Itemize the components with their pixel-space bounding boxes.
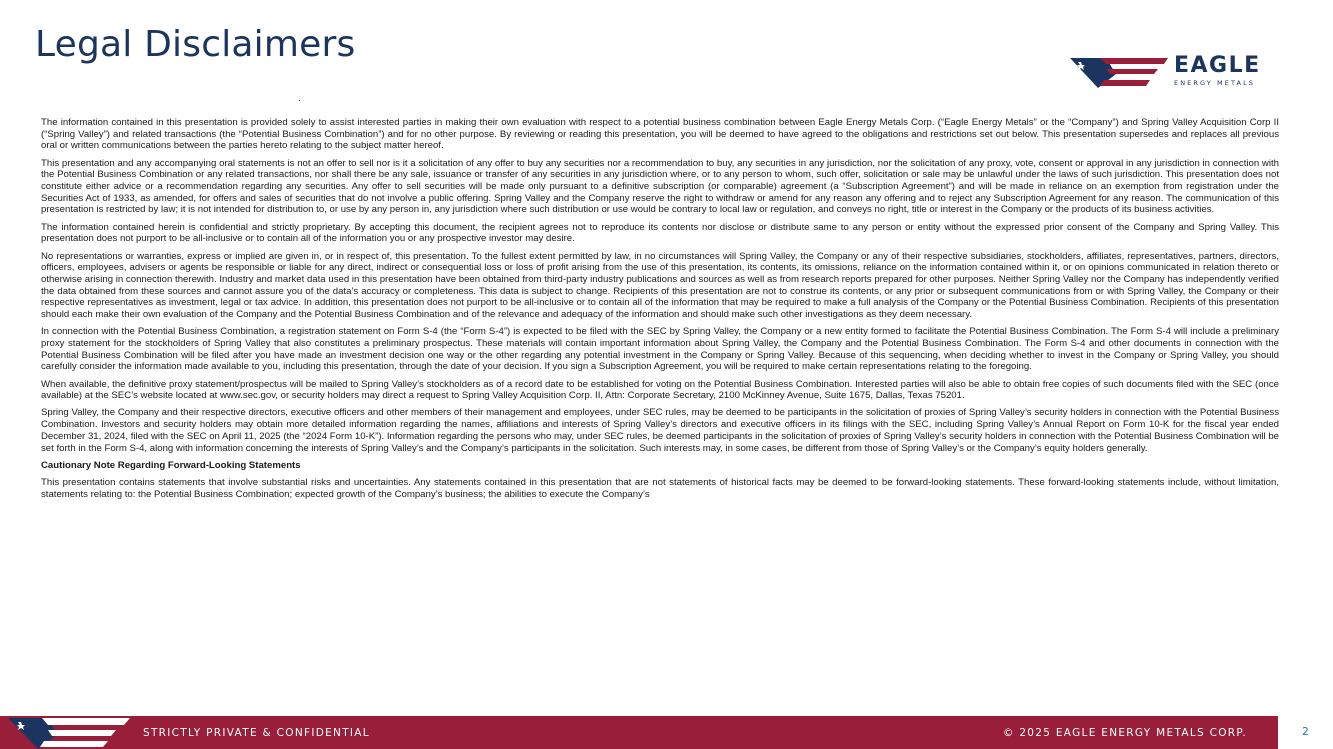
page-number-box [1278, 716, 1333, 749]
paragraph-not-an-offer: This presentation and any accompanying oral statements is not an offer to sell nor is it a solicitation of any offer to buy any securities nor a recommendation to buy, any securities in any jurisdiction, nor the solicitation of any proxy, vote, consent or approval in any jurisdiction in connection with the Potential Business Combination or any related transactions, nor shall there be any sale, issuance or transfer of any securities in any jurisdiction where, or to any person to whom, such offer, solicitation or sale may be unlawful under the laws of such jurisdiction. This presentation does not constitute either advice or a recommendation regarding any securities. Any offer to sell securities will be made only pursuant to a definitive subscription (or comparable) agreement (a “Subscription Agreement”) and will be made in reliance on an exemption from registration under the Securities Act of 1933, as amended, for offers and sales of securities that do not involve a public offering. Spring Valley and the Company reserve the right to withdraw or amend for any reason any offering and to reject any Subscription Agreement for any reason. The communication of this presentation is restricted by law; it is not intended for distribution to, or use by any person in, any jurisdiction where such distribution or use would be contrary to local law or regulation, and conveys no right, title or interest in the Company or the products of its business activities. [41, 157, 1279, 216]
paragraph-proxy-statement: When available, the definitive proxy statement/prospectus will be mailed to Spring Valley’s stockholders as of a record date to be established for voting on the Potential Business Combination. Interested parties will also be able to obtain free copies of such documents filed with the SEC (once available) at the SEC’s website located at www.sec.gov, or security holders may direct a request to Spring Valley Acquisition Corp. II, Attn: Corporate Secretary, 2100 McKinney Avenue, Suite 1675, Dallas, Texas 75201. [41, 378, 1279, 402]
paragraph-confidentiality: The information contained herein is confidential and strictly proprietary. By accepting this document, the recipient agrees not to reproduce its contents nor disclose or distribute same to any person or entity without the expressed prior consent of the Company and Spring Valley. This presentation does not purport to be all-inclusive or to contain all of the information you or any prospective investor may desire. [41, 221, 1279, 245]
paragraph-participants: Spring Valley, the Company and their respective directors, executive officers and other members of their management and employees, under SEC rules, may be deemed to be participants in the solicitation of proxies of Spring Valley’s security holders in connection with the Potential Business Combination. Investors and security holders may obtain more detailed information regarding the names, affiliations and interests of Spring Valley’s directors and executive officers in its filings with the SEC, including Spring Valley’s Annual Report on Form 10-K for the fiscal year ended December 31, 2024, filed with the SEC on April 11, 2025 (the “2024 Form 10-K”). Information regarding the persons who may, under SEC rules, be deemed participants in the solicitation of proxies of Spring Valley’s security holders in connection with the Potential Business Combination will be set forth in the Form S-4, along with information concerning the interests of Spring Valley’s and the Company’s participants in the solicitation. Such interests may, in some cases, be different from those of Spring Valley’s or the Company’s equity holders generally. [41, 407, 1279, 454]
page-number: 2 [1302, 726, 1309, 738]
paragraph-form-s4: In connection with the Potential Business Combination, a registration statement on Form S-4 (the “Form S-4”) is expected to be filed with the SEC by Spring Valley, the Company or a new entity formed to facilitate the Potential Business Combination. The Form S-4 will include a preliminary proxy statement for the stockholders of Spring Valley that also constitutes a preliminary prospectus. These materials will contain important information about Spring Valley, the Company and the Potential Business Combination. The Form S-4 and other documents in connection with the Potential Business Combination will be filed after you have made an investment decision one way or the other regarding any potential investment in the Company or Spring Valley. Because of this sequencing, when deciding whether to invest in the Company or Spring Valley, you should carefully consider the information made available to you, including this presentation, through the date of your decision. If you sign a Subscription Agreement, you will be required to make certain representations relating to the foregoing. [41, 326, 1279, 373]
footer-eagle-logo-icon [8, 716, 133, 749]
forward-looking-heading: Cautionary Note Regarding Forward-Looking Statements [41, 459, 301, 471]
paragraph-forward-looking: This presentation contains statements that involve substantial risks and uncertainties. Any statements contained in this presentation that are not statements of historical facts may be deemed to be forward-looking statements. These forward-looking statements include, without limitation, statements relating to: the Potential Business Combination; expected growth of the Company’s business; the abilities to execute the Company’s [41, 476, 1279, 500]
logo-wordmark: EAGLE [1174, 53, 1261, 78]
eagle-energy-metals-logo [1070, 52, 1280, 92]
disclaimer-body [41, 117, 1279, 506]
paragraph-no-representations: No representations or warranties, express or implied are given in, or in respect of, this presentation. To the fullest extent permitted by law, in no circumstances will Spring Valley, the Company or any of their respective subsidiaries, stockholders, affiliates, representatives, partners, directors, officers, employees, advisers or agents be responsible or liable for any direct, indirect or consequential loss or loss of profit arising from the use of this presentation, its contents, its omissions, reliance on the information contained within it, or on opinions communicated in relation thereto or otherwise arising in connection therewith. Industry and market data used in this presentation have been obtained from third-party industry publications and sources as well as from research reports prepared for other purposes. Neither Spring Valley nor the Company has independently verified the data obtained from these sources and cannot assure you of the data’s accuracy or completeness. This data is subject to change. Recipients of this presentation are not to construe its contents, or any prior or subsequent communications from or with Spring Valley, the Company or their respective representatives as investment, legal or tax advice. In addition, this presentation does not purport to be all-inclusive or to contain all of the information that may be required to make a full analysis of the Company or the Potential Business Combination. Recipients of this presentation should each make their own evaluation of the Company and the Potential Business Combination and of the relevance and adequacy of the information and should make such other investigations as they deem necessary. [41, 250, 1279, 321]
paragraph-purpose: The information contained in this presentation is provided solely to assist interested parties in making their own evaluation with respect to a potential business combination between Eagle Energy Metals Corp. (“Eagle Energy Metals” or the “Company”) and Spring Valley Acquisition Corp II (“Spring Valley”) and related transactions (the “Potential Business Combination”) and for no other purpose. By reviewing or reading this presentation, you will be deemed to have agreed to the obligations and restrictions set out below. This presentation supersedes and replaces all previous oral or written communications between the parties hereto relating to the subject matter hereof. [41, 117, 1279, 152]
eagle-flag-icon [1070, 54, 1170, 90]
footer-copyright: © 2025 EAGLE ENERGY METALS CORP. [1002, 727, 1247, 739]
page-title: Legal Disclaimers [35, 24, 356, 65]
footer [0, 716, 1333, 749]
footer-confidential-label: STRICTLY PRIVATE & CONFIDENTIAL [143, 727, 370, 739]
stray-dot [299, 100, 300, 101]
logo-subtitle: ENERGY METALS [1174, 79, 1256, 87]
